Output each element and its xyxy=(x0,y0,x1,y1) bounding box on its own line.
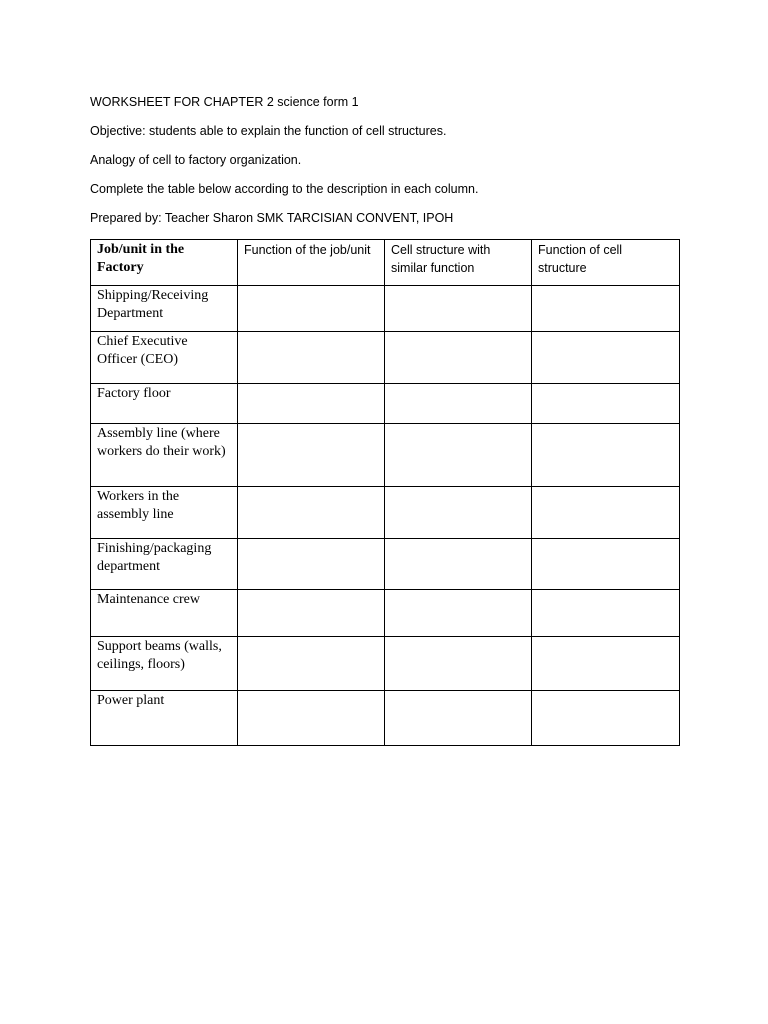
answer-cell[interactable] xyxy=(532,424,680,487)
answer-cell[interactable] xyxy=(238,332,385,384)
table-row xyxy=(91,691,680,746)
answer-cell[interactable] xyxy=(532,590,680,637)
row-label: Support beams (walls, ceilings, floors) xyxy=(91,637,238,691)
analogy-line: Analogy of cell to factory organization. xyxy=(90,153,302,167)
header-job-unit: Job/unit in the Factory xyxy=(91,240,238,286)
row-label: Finishing/packaging department xyxy=(91,539,238,590)
answer-cell[interactable] xyxy=(238,286,385,332)
header-cell-structure: Cell structure with similar function xyxy=(385,240,532,286)
answer-cell[interactable] xyxy=(238,691,385,746)
row-label: Power plant xyxy=(91,691,238,746)
table-row xyxy=(91,384,680,424)
answer-cell[interactable] xyxy=(532,691,680,746)
answer-cell[interactable] xyxy=(238,424,385,487)
answer-cell[interactable] xyxy=(238,487,385,539)
answer-cell[interactable] xyxy=(385,286,532,332)
answer-cell[interactable] xyxy=(385,691,532,746)
answer-cell[interactable] xyxy=(385,384,532,424)
answer-cell[interactable] xyxy=(385,590,532,637)
answer-cell[interactable] xyxy=(238,590,385,637)
answer-cell[interactable] xyxy=(385,539,532,590)
table-row xyxy=(91,332,680,384)
answer-cell[interactable] xyxy=(385,332,532,384)
answer-cell[interactable] xyxy=(238,384,385,424)
answer-cell[interactable] xyxy=(385,637,532,691)
table-row xyxy=(91,539,680,590)
instruction-line: Complete the table below according to the description in each column. xyxy=(90,182,479,196)
header-cell-function: Function of cell structure xyxy=(532,240,680,286)
answer-cell[interactable] xyxy=(532,384,680,424)
answer-cell[interactable] xyxy=(238,637,385,691)
prepared-by-line: Prepared by: Teacher Sharon SMK TARCISIAN CONVENT, IPOH xyxy=(90,211,454,225)
table-row xyxy=(91,286,680,332)
table-row xyxy=(91,590,680,637)
answer-cell[interactable] xyxy=(238,539,385,590)
answer-cell[interactable] xyxy=(532,539,680,590)
answer-cell[interactable] xyxy=(532,332,680,384)
worksheet-title: WORKSHEET FOR CHAPTER 2 science form 1 xyxy=(90,95,359,109)
row-label: Workers in the assembly line xyxy=(91,487,238,539)
answer-cell[interactable] xyxy=(385,487,532,539)
objective-line: Objective: students able to explain the function of cell structures. xyxy=(90,124,447,138)
table-row xyxy=(91,424,680,487)
answer-cell[interactable] xyxy=(532,637,680,691)
answer-cell[interactable] xyxy=(532,487,680,539)
row-label: Chief Executive Officer (CEO) xyxy=(91,332,238,384)
row-label: Factory floor xyxy=(91,384,238,424)
table-row xyxy=(91,487,680,539)
row-label: Maintenance crew xyxy=(91,590,238,637)
answer-cell[interactable] xyxy=(532,286,680,332)
row-label: Assembly line (where workers do their work) xyxy=(91,424,238,487)
answer-cell[interactable] xyxy=(385,424,532,487)
table-header-row xyxy=(91,240,680,286)
row-label: Shipping/Receiving Department xyxy=(91,286,238,332)
table-row xyxy=(91,637,680,691)
analogy-table xyxy=(90,239,680,746)
header-job-function: Function of the job/unit xyxy=(238,240,385,286)
